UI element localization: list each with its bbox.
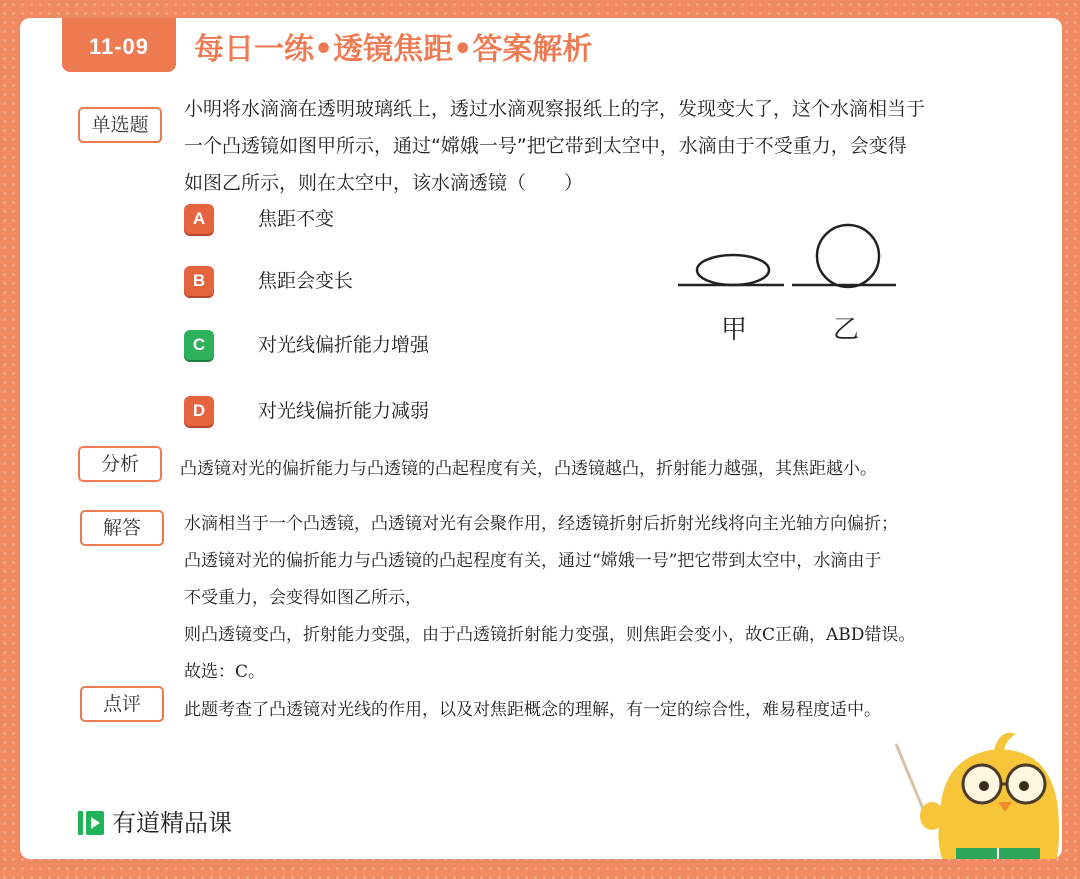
answer-label: 解答	[80, 510, 164, 546]
question-line: 小明将水滴滴在透明玻璃纸上，透过水滴观察报纸上的字，发现变大了，这个水滴相当于	[184, 98, 926, 120]
analysis-text: 凸透镜对光的偏折能力与凸透镜的凸起程度有关，凸透镜越凸，折射能力越强，其焦距越小。	[180, 459, 877, 479]
pointer-stick	[896, 744, 926, 816]
date-badge: 11-09	[62, 18, 176, 72]
figure-label-right: 乙	[832, 315, 860, 345]
comment-text: 此题考查了凸透镜对光线的作用，以及对焦距概念的理解，有一定的综合性，难易程度适中。	[184, 700, 881, 720]
brand-name: 有道精品课	[112, 809, 232, 837]
flat-water-drop	[697, 255, 769, 285]
answer-line: 凸透镜对光的偏折能力与凸透镜的凸起程度有关，通过“嫦娥一号”把它带到太空中，水滴由于	[184, 551, 882, 571]
option-text: 对光线偏折能力减弱	[258, 400, 430, 422]
mascot-illustration	[870, 698, 1062, 859]
water-drop-figure	[670, 218, 910, 358]
page-title: 每日一练•透镜焦距•答案解析	[194, 32, 593, 67]
mascot-body	[938, 749, 1059, 859]
comment-label: 点评	[80, 686, 164, 722]
answer-text	[184, 506, 1054, 691]
analysis-label: 分析	[78, 446, 162, 482]
option-letter[interactable]: A	[184, 204, 214, 234]
question-type-label: 单选题	[78, 107, 162, 143]
figure-label-left: 甲	[720, 315, 748, 345]
option-text: 对光线偏折能力增强	[258, 334, 430, 356]
water-drop-diagram	[670, 218, 910, 358]
question-text	[184, 91, 1004, 202]
option-letter-correct[interactable]: C	[184, 330, 214, 360]
question-line: 一个凸透镜如图甲所示，通过“嫦娥一号”把它带到太空中，水滴由于不受重力，会变得	[184, 135, 907, 157]
answer-line: 不受重力，会变得如图乙所示，	[184, 588, 422, 608]
option-letter[interactable]: B	[184, 266, 214, 296]
answer-line: 则凸透镜变凸，折射能力变强，由于凸透镜折射能力变强，则焦距会变小，故C正确，ABD错误。	[184, 625, 916, 645]
option-text: 焦距会变长	[258, 270, 354, 292]
option-letter[interactable]: D	[184, 396, 214, 426]
answer-line: 水滴相当于一个凸透镜，凸透镜对光有会聚作用，经透镜折射后折射光线将向主光轴方向偏折；	[184, 514, 898, 534]
mascot-chick-icon	[870, 698, 1062, 859]
answer-line: 故选：C。	[184, 662, 266, 682]
answer-card	[20, 18, 1062, 859]
question-line: 如图乙所示，则在太空中，该水滴透镜（ ）	[184, 172, 584, 194]
brand-logo-icon	[76, 808, 106, 838]
round-water-drop	[817, 225, 879, 287]
option-text: 焦距不变	[258, 208, 335, 230]
